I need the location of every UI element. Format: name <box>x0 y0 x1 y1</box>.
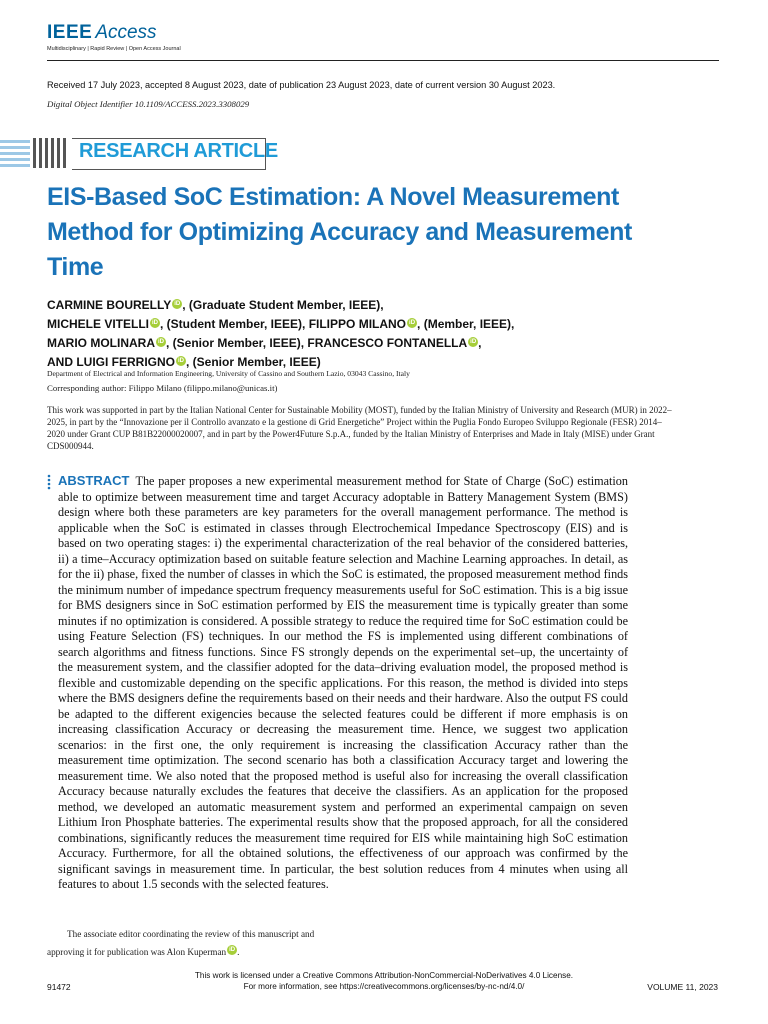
ieee-wordmark: IEEE <box>47 22 93 43</box>
affiliation: Department of Electrical and Information Engineering, University of Cassino and Southern Lazio, 03043 Cassino, Italy <box>47 369 410 378</box>
author-membership: , (Student Member, IEEE), <box>160 317 309 331</box>
volume-label: VOLUME 11, 2023 <box>647 982 718 992</box>
abstract-text: The paper proposes a new experimental measurement method for State of Charge (SoC) estimation able to optimize between measurement time and target Accuracy adoptable in Battery Management System (BMS) design where both these parameters are key parameters for the overall management performance. The method is applicable when the SoC is estimated in classes through Electrochemical Impedance Spectroscopy (EIS) and is based on two operating stages: i) the experimental characterization of the real behavior of the considered batteries, ii) a time–Accuracy optimization based on suitable feature selection and Machine Learning approaches. In detail, as for the ii) phase, fixed the number of classes in which the SoC is estimated, the proposed measurement method finds the minimum number of impedance spectrum frequency measurements useful for SoC estimation. This is a big issue for BMS designers since in SoC estimation performed by EIS the measurement time is typically greater than some minutes if no optimization is considered. A possible strategy to reduce the required time for SoC estimation could be using Feature Selection (FS) techniques. In our method the FS is implemented using different combinations of search algorithms and fitness functions. Since FS strongly depends on the experimental set–up, the uncertainty of the measurement system, and the classifier adopted for the data–driving evaluation model, the proposed method is flexible and customizable depending on the specific applications. For this reason, the method is divided into steps where the BMS designers define the requirements based on their needs and their hardware. Also the output FS could be adapted to the different exigencies because the selected features could be different if more emphasis is on increasing classification Accuracy or decreasing the measurement time. Hence, we suggest two application scenarios: in the first one, the only requirement is increasing the classification Accuracy rather than the measurement time optimization. The second scenario has both a classification Accuracy target and lowering the measurement time. We also noted that the proposed method is useful also for increasing the overall classification Accuracy because naturally excludes the features that deceive the classifiers. As an application for the proposed method, we developed an automatic measurement system and performed an experimental campaign on seven Lithium Iron Phosphate batteries. The experimental results show that the proposed approach, for all the considered combinations, significantly reduces the measurement time required for EIS while maintaining high SoC estimation Accuracy. Furthermore, for all the obtained solutions, the effectiveness of our approach was confirmed by the significant savings in measurement time. In particular, the best solution reduces from 4 minutes when using all features to about 1.5 seconds with the selected features. <box>58 474 628 891</box>
orcid-icon[interactable]: iD <box>174 301 181 307</box>
author-membership: , <box>478 336 482 350</box>
doi: Digital Object Identifier 10.1109/ACCESS.2023.3308029 <box>47 99 250 109</box>
access-wordmark: Access <box>95 22 157 43</box>
orcid-icon[interactable]: iD <box>409 320 416 326</box>
orcid-icon[interactable]: iD <box>229 947 236 953</box>
journal-tagline: Multidisciplinary | Rapid Review | Open Access Journal <box>47 46 181 52</box>
author-name: AND LUIGI FERRIGNO <box>47 355 175 369</box>
paper-title: EIS-Based SoC Estimation: A Novel Measurement Method for Optimizing Accuracy and Measurement Time <box>47 183 632 281</box>
orcid-icon[interactable]: iD <box>178 358 184 364</box>
received-dates: Received 17 July 2023, accepted 8 August 2023, date of publication 23 August 2023, date of current version 30 August 2023. <box>47 80 556 90</box>
author-membership: , (Senior Member, IEEE) <box>186 355 321 369</box>
abstract-dots-icon <box>47 474 51 490</box>
page-number: 91472 <box>47 982 71 992</box>
author-membership: , (Senior Member, IEEE), <box>166 336 308 350</box>
header-rule <box>47 60 719 61</box>
editor-note-end: . <box>237 947 240 957</box>
orcid-icon[interactable]: iD <box>158 339 164 345</box>
editor-note <box>47 925 387 961</box>
author-name: CARMINE BOURELLY <box>47 298 172 312</box>
orcid-icon[interactable]: iD <box>470 339 477 345</box>
banner-stripes-icon <box>0 136 66 170</box>
orcid-icon[interactable]: iD <box>152 320 158 326</box>
license-link[interactable]: For more information, see https://creativecommons.org/licenses/by-nc-nd/4.0/ <box>243 982 525 991</box>
abstract-heading: ABSTRACT <box>58 473 130 488</box>
article-type-banner <box>0 136 280 170</box>
author-name: FILIPPO MILANO <box>308 317 407 331</box>
license-line[interactable]: This work is licensed under a Creative Commons Attribution-NonCommercial-NoDerivatives 4.0 License. <box>194 971 574 980</box>
author-name: FRANCESCO FONTANELLA <box>307 336 468 350</box>
journal-logo <box>47 22 181 56</box>
funding-statement: This work was supported in part by the Italian National Center for Sustainable Mobility (MOST), funded by the Italian Ministry of University and Research (MUR) in 2022–2025, in part by the “Innovazione per il Controllo avanzato e la gestione di Grid Energetiche” Project within the Puglia Fondo Europeo Sviluppo Regionale (FESR) 2014–2020 under Grant CUP B81B22000020007, and in part by the Power4Future S.p.A., funded by the Italian Ministry of Enterprises and Made in Italy (MISE) under Grant CDS000944. <box>47 405 672 451</box>
author-name: MICHELE VITELLI <box>47 317 149 331</box>
author-membership: , (Graduate Student Member, IEEE), <box>182 298 384 312</box>
author-name: MARIO MOLINARA <box>47 336 155 350</box>
abstract <box>58 473 628 893</box>
editor-note-line: The associate editor coordinating the review of this manuscript and <box>67 929 315 939</box>
article-type: RESEARCH ARTICLE <box>79 140 278 162</box>
editor-note-line: approving it for publication was Alon Kuperman <box>47 947 227 957</box>
author-list <box>47 296 707 372</box>
author-membership: , (Member, IEEE), <box>417 317 515 331</box>
corresponding-author: Corresponding author: Filippo Milano (filippo.milano@unicas.it) <box>47 383 278 393</box>
